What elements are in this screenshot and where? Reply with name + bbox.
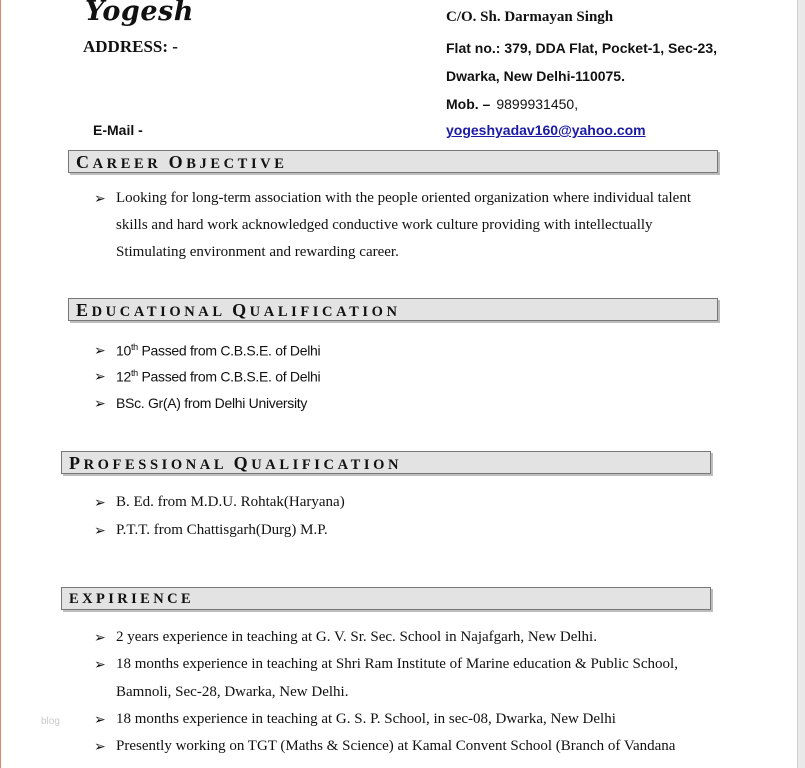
objective-line: Looking for long-term association with the people oriented organization where individual talent — [116, 190, 691, 206]
bullet-icon: ➢ — [94, 523, 106, 539]
experience-line: Bamnoli, Sec-28, Dwarka, New Delhi. — [116, 684, 349, 700]
experience-line: Presently working on TGT (Maths & Science) at Kamal Convent School (Branch of Vandana — [116, 738, 676, 754]
mobile-label: Mob. – — [446, 96, 491, 112]
candidate-name: Yogesh — [85, 0, 194, 27]
mobile-number: 9899931450, — [496, 96, 579, 112]
objective-line: skills and hard work acknowledged conductive work culture providing with intellectually — [116, 217, 653, 233]
experience-heading: EXPIRIENCE — [61, 587, 711, 610]
bullet-icon: ➢ — [94, 191, 106, 207]
bullet-icon: ➢ — [94, 495, 106, 511]
bullet-icon: ➢ — [94, 396, 106, 412]
bullet-icon: ➢ — [94, 369, 106, 385]
watermark-text: blog — [41, 716, 60, 727]
email-link[interactable]: yogeshyadav160@yahoo.com — [446, 122, 646, 138]
professional-item: P.T.T. from Chattisgarh(Durg) M.P. — [116, 522, 328, 538]
flat-line: Flat no.: 379, DDA Flat, Pocket-1, Sec-23, — [446, 40, 718, 56]
bullet-icon: ➢ — [94, 657, 106, 673]
city-line: Dwarka, New Delhi-110075. — [446, 68, 625, 84]
education-item: BSc. Gr(A) from Delhi University — [116, 395, 308, 411]
education-item: 12th Passed from C.B.S.E. of Delhi — [116, 368, 321, 385]
experience-line: 18 months experience in teaching at G. S. P. School, in sec-08, Dwarka, New Delhi — [116, 711, 616, 727]
experience-line: 2 years experience in teaching at G. V. Sr. Sec. School in Najafgarh, New Delhi. — [116, 629, 597, 645]
career-objective-heading: CAREER OBJECTIVE — [68, 150, 718, 173]
address-label: ADDRESS: - — [83, 37, 178, 56]
education-item: 10th Passed from C.B.S.E. of Delhi — [116, 342, 321, 359]
care-of-line: C/O. Sh. Darmayan Singh — [446, 9, 614, 25]
email-label: E-Mail - — [93, 122, 143, 138]
experience-line: 18 months experience in teaching at Shri Ram Institute of Marine education & Public School, — [116, 656, 678, 672]
professional-item: B. Ed. from M.D.U. Rohtak(Haryana) — [116, 494, 345, 510]
bullet-icon: ➢ — [94, 712, 106, 728]
objective-line: Stimulating environment and rewarding career. — [116, 244, 399, 260]
bullet-icon: ➢ — [94, 630, 106, 646]
educational-qualification-heading: EDUCATIONAL QUALIFICATION — [68, 298, 718, 321]
professional-qualification-heading: PROFESSIONAL QUALIFICATION — [61, 451, 711, 474]
mobile-line — [446, 96, 578, 112]
bullet-icon: ➢ — [94, 739, 106, 755]
bullet-icon: ➢ — [94, 343, 106, 359]
